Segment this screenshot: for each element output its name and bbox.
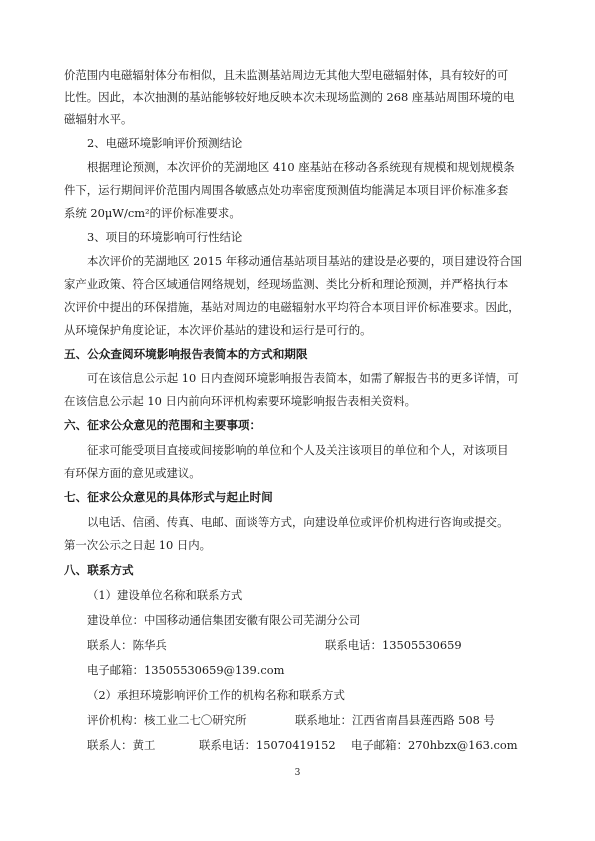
builder-contact-row xyxy=(87,634,557,656)
body-line: 第一次公示之日起 10 日内。 xyxy=(64,538,212,552)
page-number: 3 xyxy=(294,768,301,778)
section-heading: 六、征求公众意见的范围和主要事项： xyxy=(64,418,262,432)
eval-org: 评价机构：核工业二七〇研究所 xyxy=(87,713,247,727)
body-line: 价范围内电磁辐射体分布相似，且未监测基站周边无其他大型电磁辐射体，具有较好的可 xyxy=(64,68,509,82)
body-line: 系统 20μW/cm²的评价标准要求。 xyxy=(64,206,241,220)
body-line: 根据理论预测，本次评价的芜湖地区 410 座基站在移动各系统现有规模和规划规模条 xyxy=(87,160,515,174)
body-line: 家产业政策、符合区域通信网络规划，经现场监测、类比分析和理论预测，并严格执行本 xyxy=(64,277,509,291)
builder-contact: 联系人：陈华兵 xyxy=(87,638,167,652)
builder-email: 电子邮箱：13505530659@139.com xyxy=(87,663,285,677)
body-line: 征求可能受项目直接或间接影响的单位和个人及关注该项目的单位和个人，对该项目 xyxy=(87,443,509,457)
body-line: 在该信息公示起 10 日内前向环评机构索要环境影响报告表相关资料。 xyxy=(64,394,417,408)
contact-subtitle: （1）建设单位名称和联系方式 xyxy=(87,588,243,602)
subsection-title: 3、项目的环境影响可行性结论 xyxy=(87,230,243,244)
body-line: 以电话、信函、传真、电邮、面谈等方式，向建设单位或评价机构进行咨询或提交。 xyxy=(87,515,509,529)
eval-address: 联系地址：江西省南昌县莲西路 508 号 xyxy=(295,713,495,727)
eval-phone: 联系电话：15070419152 xyxy=(199,738,336,752)
body-line: 可在该信息公示起 10 日内查阅环境影响报告表简本，如需了解报告书的更多详情，可 xyxy=(87,371,519,385)
body-line: 次评价中提出的环保措施，基站对周边的电磁辐射水平均符合本项目评价标准要求。因此， xyxy=(64,300,520,314)
eval-contact-row xyxy=(87,734,557,756)
body-line: 比性。因此，本次抽测的基站能够较好地反映本次未现场监测的 268 座基站周围环境的电 xyxy=(64,90,515,104)
section-heading: 七、征求公众意见的具体形式与起止时间 xyxy=(64,490,273,504)
section-heading: 八、联系方式 xyxy=(64,563,134,577)
builder-phone: 联系电话：13505530659 xyxy=(325,638,462,652)
eval-contact: 联系人：黄工 xyxy=(87,738,156,752)
body-line: 件下，运行期间评价范围内周围各敏感点处功率密度预测值均能满足本项目评价标准多套 xyxy=(64,183,509,197)
section-heading: 五、公众查阅环境影响报告表简本的方式和期限 xyxy=(64,347,308,361)
builder-unit: 建设单位：中国移动通信集团安徽有限公司芜湖分公司 xyxy=(87,613,361,627)
eval-email: 电子邮箱：270hbzx@163.com xyxy=(351,738,518,752)
subsection-title: 2、电磁环境影响评价预测结论 xyxy=(87,136,243,150)
body-line: 有环保方面的意见或建议。 xyxy=(64,466,201,480)
eval-org-row xyxy=(87,709,557,731)
body-line: 本次评价的芜湖地区 2015 年移动通信基站项目基站的建设是必要的，项目建设符合国 xyxy=(87,254,522,268)
body-line: 从环境保护角度论证，本次评价基站的建设和运行是可行的。 xyxy=(64,323,372,337)
body-line: 磁辐射水平。 xyxy=(64,112,133,126)
contact-subtitle: （2）承担环境影响评价工作的机构名称和联系方式 xyxy=(87,688,345,702)
